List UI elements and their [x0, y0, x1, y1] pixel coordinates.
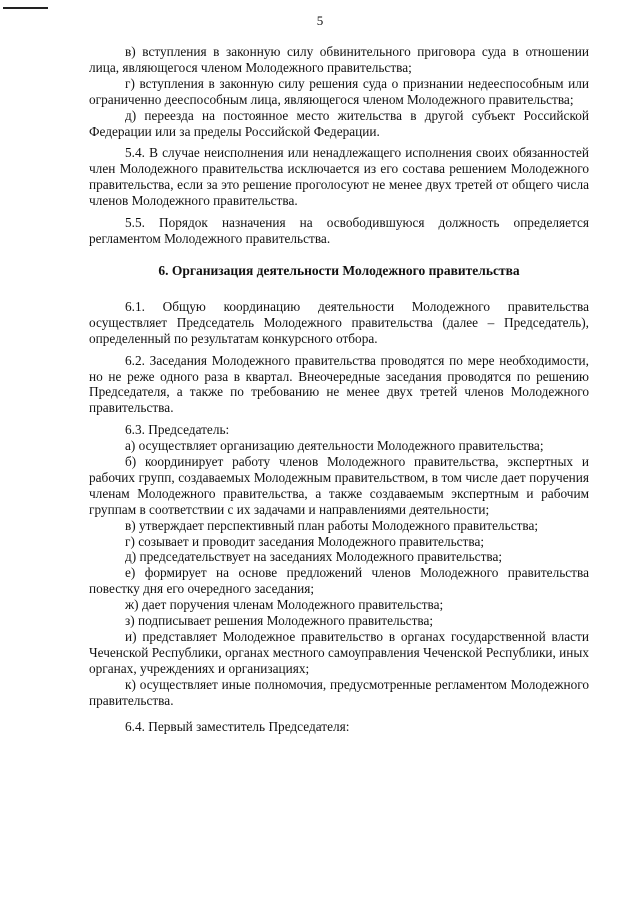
header-rule — [3, 7, 48, 9]
clause-6-3-zh: ж) дает поручения членам Молодежного правительства; — [125, 597, 444, 613]
document-body — [89, 44, 589, 740]
clause-5-3-g: г) вступления в законную силу решения суда о признании недееспособным или ограниченно дееспособным лица, являющегося членом Молодежного правительства; — [89, 75, 589, 107]
clause-6-3-k: к) осуществляет иные полномочия, предусмотренные регламентом Молодежного правительства. — [89, 676, 589, 708]
clause-5-4: 5.4. В случае неисполнения или ненадлежащего исполнения своих обязанностей член Молодежного правительства исключается из его состава решением Молодежного правительства, если за это решение проголосуют не менее двух третей от общего числа членов Молодежного правительства. — [89, 145, 589, 209]
clause-6-3-v: в) утверждает перспективный план работы Молодежного правительства; — [125, 517, 539, 533]
clause-5-5: 5.5. Порядок назначения на освободившуюся должность определяется регламентом Молодежного правительства. — [89, 215, 589, 246]
clause-6-3: 6.3. Председатель: — [125, 422, 230, 438]
clause-6-3-e: е) формирует на основе предложений членов Молодежного правительства повестку дня его очередного заседания; — [89, 565, 589, 597]
clause-6-1: 6.1. Общую координацию деятельности Молодежного правительства осуществляет Председатель Молодежного правительства (далее – Председатель), определенный по результатам конкурсного отбора. — [89, 298, 589, 346]
clause-6-3-d: д) председательствует на заседаниях Молодежного правительства; — [125, 549, 503, 565]
clause-5-3-v: в) вступления в законную силу обвинительного приговора суда в отношении лица, являющегося членом Молодежного правительства; — [89, 44, 589, 75]
section-6-heading: 6. Организация деятельности Молодежного правительства — [158, 262, 520, 278]
clause-6-3-i: и) представляет Молодежное правительство в органах государственной власти Чеченской Республики, органах местного самоуправления Чеченской Республики, иных органах, учреждениях и организациях; — [89, 629, 589, 676]
page-number: 5 — [316, 13, 324, 28]
clause-6-4: 6.4. Первый заместитель Председателя: — [125, 718, 350, 734]
clause-6-3-z: з) подписывает решения Молодежного правительства; — [125, 613, 434, 629]
clause-5-3-d: д) переезда на постоянное место жительства в другой субъект Российской Федерации или за пределы Российской Федерации. — [89, 107, 589, 139]
clause-6-3-b: б) координирует работу членов Молодежного правительства, экспертных и рабочих групп, создаваемых Молодежным правительством, в том числе дает поручения членам Молодежного правительства, а также создаваемым экспертным и рабочим группам в соответствии с их задачами и направлениями деятельности; — [89, 454, 589, 517]
clause-6-3-g: г) созывает и проводит заседания Молодежного правительства; — [125, 533, 485, 549]
clause-6-2: 6.2. Заседания Молодежного правительства проводятся по мере необходимости, но не реже одного раза в квартал. Внеочередные заседания проводятся по решению Председателя, а также по требованию не менее двух третей членов Молодежного правительства. — [89, 352, 589, 416]
clause-6-3-a: а) осуществляет организацию деятельности Молодежного правительства; — [125, 438, 544, 454]
